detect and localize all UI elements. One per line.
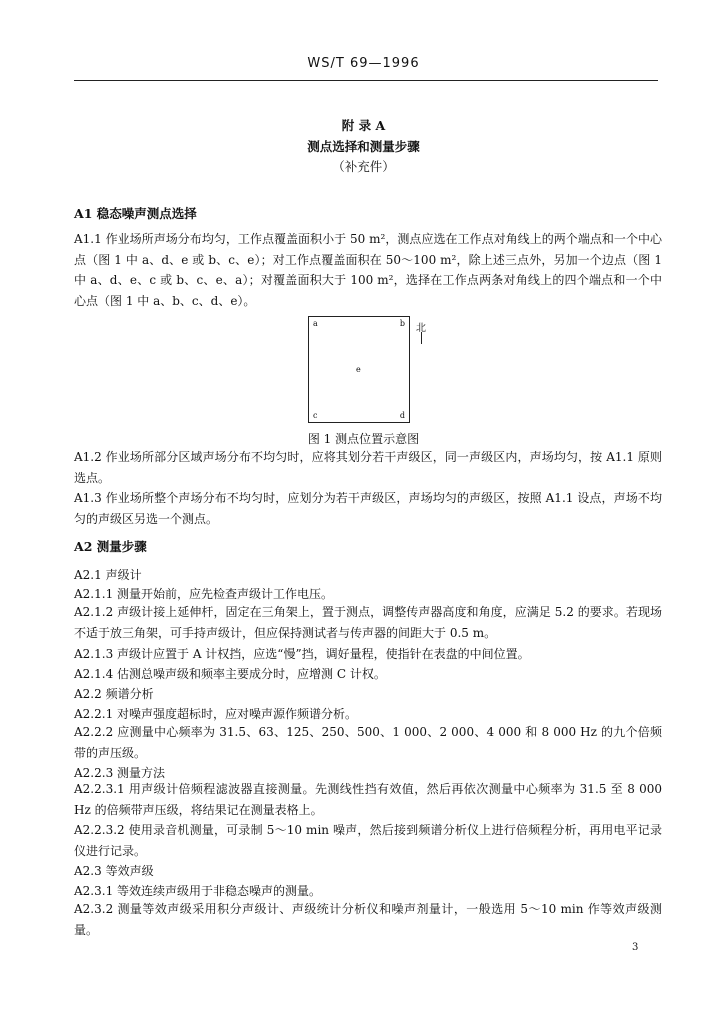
heading-a2-1: A2.1 声级计	[74, 568, 142, 582]
heading-a2-3: A2.3 等效声级	[74, 864, 154, 878]
paragraph-a1-1: A1.1 作业场所声场分布均匀，工作点覆盖面积小于 50 m²，测点应选在工作点对角线上的两个端点和一个中心点（图 1 中 a、d、e 或 b、c、e）；对工作点覆盖面积在 50～100 m²，除上述三点外，另加一个边点（图 1 中 a、d、e、c 或 b、c、e、a）；对覆盖面积大于 100 m²，选择在工作点两条对角线上的四个端点和一个中心点（图 1 中 a、b、c、d、e）。	[74, 232, 662, 308]
appendix-title: 测点选择和测量步骤	[307, 139, 420, 154]
header-rule	[74, 80, 658, 81]
paragraph-a2-1-1: A2.1.1 测量开始前，应先检查声级计工作电压。	[74, 587, 334, 601]
header-title: WS/T 69—1996	[307, 56, 420, 71]
paragraph-a2-1-2: A2.1.2 声级计接上延伸杆，固定在三角架上，置于测点，调整传声器高度和角度，应满足 5.2 的要求。若现场不适于放三角架，可手持声级计，但应保持测试者与传声器的间距大于 0.5 m。	[74, 605, 662, 640]
page-number: 3	[632, 942, 639, 953]
paragraph-a2-1-3: A2.1.3 声级计应置于 A 计权挡，应选“慢”挡，调好量程，使指针在表盘的中间位置。	[74, 647, 530, 661]
heading-a2-2: A2.2 频谱分析	[74, 687, 154, 701]
appendix-note: （补充件）	[332, 159, 395, 174]
paragraph-a2-3-1: A2.3.1 等效连续声级用于非稳态噪声的测量。	[74, 884, 322, 898]
paragraph-a2-2-2: A2.2.2 应测量中心频率为 31.5、63、125、250、500、1 000、2 000、4 000 和 8 000 Hz 的九个倍频带的声压级。	[74, 725, 662, 760]
heading-a2-2-3: A2.2.3 测量方法	[74, 766, 166, 780]
point-b: b	[399, 319, 405, 328]
paragraph-a2-2-3-1: A2.2.3.1 用声级计倍频程滤波器直接测量。先测线性挡有效值，然后再依次测量中心频率为 31.5 至 8 000 Hz 的倍频带声压级，将结果记在测量表格上。	[74, 782, 662, 817]
point-d: d	[399, 411, 405, 420]
north-label: 北	[416, 323, 426, 334]
section-a1-heading: A1 稳态噪声测点选择	[74, 206, 197, 221]
figure-caption: 图 1 测点位置示意图	[307, 432, 420, 446]
point-a: a	[313, 319, 318, 328]
paragraph-a2-2-3-2: A2.2.3.2 使用录音机测量，可录制 5～10 min 噪声，然后接到频谱分析仪上进行倍频程分析，再用电平记录仪进行记录。	[74, 823, 662, 858]
appendix-label: 附 录 A	[341, 118, 386, 133]
north-arrow-icon	[421, 332, 422, 344]
figure-measurement-points	[308, 316, 410, 423]
paragraph-a2-2-1: A2.2.1 对噪声强度超标时，应对噪声源作频谱分析。	[74, 707, 358, 721]
point-e: e	[356, 365, 361, 374]
paragraph-a1-3: A1.3 作业场所整个声场分布不均匀时，应划分为若干声级区，声场均匀的声级区，按照 A1.1 设点，声场不均匀的声级区另选一个测点。	[74, 491, 662, 526]
paragraph-a1-2: A1.2 作业场所部分区域声场分布不均匀时，应将其划分若干声级区，同一声级区内，声场均匀，按 A1.1 原则选点。	[74, 450, 662, 485]
section-a2-heading: A2 测量步骤	[74, 539, 147, 554]
point-c: c	[313, 411, 318, 420]
paragraph-a2-3-2: A2.3.2 测量等效声级采用积分声级计、声级统计分析仪和噪声剂量计，一般选用 5～10 min 作等效声级测量。	[74, 902, 662, 937]
paragraph-a2-1-4: A2.1.4 估测总噪声级和频率主要成分时，应增测 C 计权。	[74, 667, 386, 681]
